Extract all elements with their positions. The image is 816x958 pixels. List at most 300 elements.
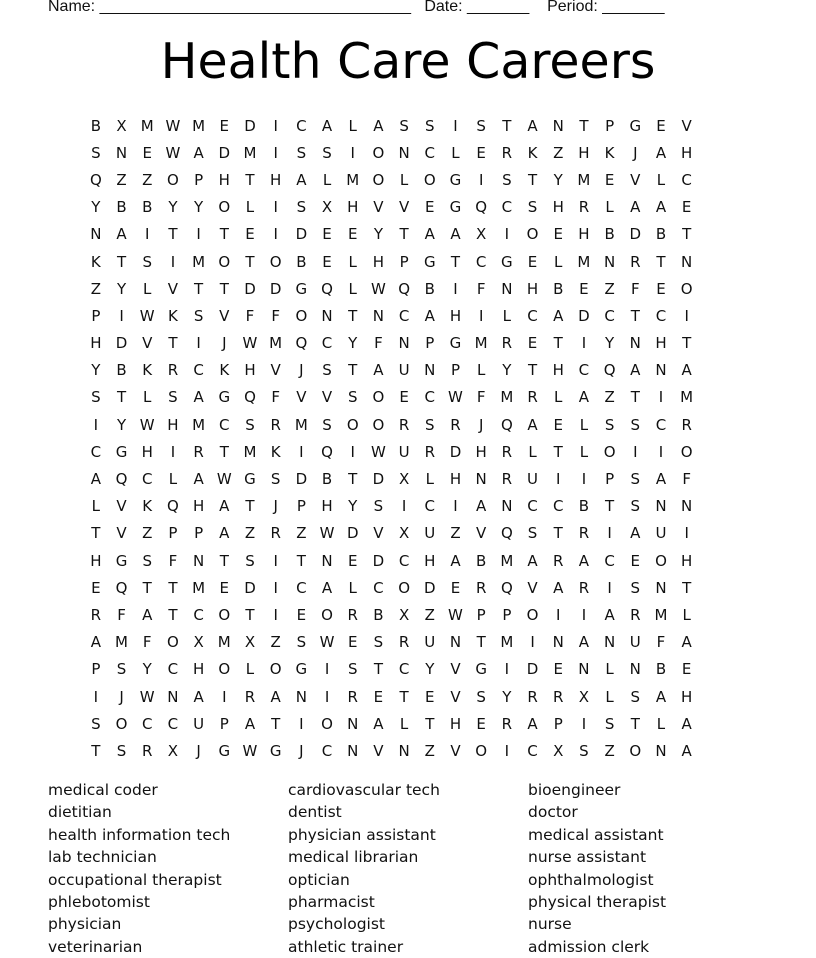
grid-letter: D [346, 524, 359, 543]
grid-letter: P [476, 605, 486, 624]
grid-letter: J [222, 334, 227, 353]
grid-letter: A [630, 361, 641, 380]
grid-letter: E [450, 578, 461, 597]
word-bank-item: dietitian [48, 803, 112, 822]
grid-letter: O [372, 388, 385, 407]
grid-letter: I [581, 714, 587, 733]
grid-letter: W [139, 415, 155, 434]
grid-letter: H [578, 143, 590, 162]
grid-letter: N [552, 633, 564, 652]
grid-letter: C [424, 143, 436, 162]
grid-letter: S [347, 388, 358, 407]
grid-letter: S [322, 143, 332, 162]
grid-letter: B [655, 660, 667, 679]
grid-letter: Z [270, 633, 281, 652]
grid-row [83, 520, 700, 547]
grid-letter: R [578, 198, 590, 217]
grid-letter: P [194, 170, 204, 189]
grid-letter: Q [603, 361, 616, 380]
grid-letter: R [501, 442, 513, 461]
grid-letter: A [193, 687, 204, 706]
grid-letter: M [243, 442, 257, 461]
grid-letter: M [500, 388, 514, 407]
grid-letter: I [273, 116, 278, 135]
grid-letter: A [527, 415, 538, 434]
grid-letter: A [578, 633, 590, 652]
grid-letter: P [605, 470, 615, 489]
grid-letter: S [630, 497, 641, 516]
grid-letter: C [321, 741, 333, 760]
grid-letter: S [527, 198, 538, 217]
grid-letter: N [578, 660, 590, 679]
grid-letter: T [116, 388, 127, 407]
grid-letter: B [476, 551, 487, 570]
grid-letter: A [578, 551, 590, 570]
grid-letter: Y [142, 660, 152, 679]
word-bank-item: lab technician [48, 848, 157, 867]
grid-letter: A [424, 225, 435, 244]
grid-letter: Z [604, 741, 615, 760]
grid-letter: M [346, 170, 360, 189]
grid-letter: C [655, 306, 667, 325]
grid-letter: L [554, 252, 563, 271]
grid-letter: A [321, 116, 333, 135]
grid-letter: I [170, 442, 176, 461]
grid-letter: E [579, 279, 589, 298]
grid-letter: L [348, 279, 357, 298]
grid-letter: D [244, 116, 256, 135]
word-bank-item: medical assistant [528, 825, 664, 844]
grid-letter: O [295, 306, 308, 325]
grid-letter: X [116, 116, 127, 135]
grid-letter: A [553, 578, 564, 597]
grid-letter: D [526, 660, 539, 679]
grid-letter: P [219, 714, 229, 733]
grid-letter: A [527, 551, 538, 570]
grid-letter: H [681, 551, 693, 570]
grid-letter: M [140, 116, 154, 135]
grid-letter: W [319, 524, 335, 543]
word-bank-item: health information tech [48, 825, 231, 844]
grid-letter: D [269, 279, 282, 298]
grid-letter: A [630, 198, 641, 217]
grid-letter: L [579, 415, 589, 434]
grid-letter: V [270, 361, 281, 380]
grid-letter: I [453, 497, 458, 516]
grid-letter: S [91, 714, 101, 733]
grid-letter: I [530, 633, 535, 652]
word-bank-item: athletic trainer [288, 937, 404, 956]
grid-letter: I [581, 334, 587, 353]
grid-letter: B [604, 225, 615, 244]
grid-letter: K [167, 306, 178, 325]
grid-letter: D [372, 470, 385, 489]
grid-letter: F [374, 334, 383, 353]
grid-letter: I [504, 225, 510, 244]
grid-letter: L [348, 578, 357, 597]
grid-row [83, 465, 700, 492]
grid-letter: C [193, 605, 204, 624]
grid-letter: H [578, 225, 590, 244]
grid-letter: Z [604, 388, 615, 407]
grid-letter: H [449, 470, 462, 489]
grid-letter: T [245, 605, 255, 624]
student-info-line: Name: ___________________________________ Date: _______ Period: _______ [48, 0, 665, 15]
grid-letter: E [373, 687, 384, 706]
word-bank-item: occupational therapist [48, 870, 222, 889]
word-bank-item: cardiovascular tech [288, 781, 440, 799]
grid-letter: E [656, 116, 666, 135]
grid-letter: N [192, 551, 205, 570]
grid-letter: L [348, 116, 357, 135]
grid-letter: F [117, 605, 126, 624]
grid-row [83, 493, 700, 520]
grid-letter: K [90, 252, 101, 271]
grid-letter: J [119, 687, 124, 706]
grid-letter: T [116, 252, 127, 271]
grid-letter: I [607, 578, 612, 597]
grid-letter: H [321, 497, 333, 516]
grid-letter: T [605, 497, 615, 516]
grid-letter: R [630, 252, 641, 271]
grid-letter: M [269, 334, 283, 353]
grid-letter: X [578, 687, 590, 706]
word-bank-item: ophthalmologist [528, 870, 654, 889]
grid-letter: F [630, 279, 640, 298]
grid-letter: O [680, 442, 693, 461]
grid-letter: C [604, 551, 615, 570]
grid-letter: B [424, 279, 435, 298]
grid-letter: S [630, 687, 641, 706]
grid-letter: L [554, 388, 563, 407]
grid-letter: F [656, 633, 666, 652]
grid-letter: I [299, 442, 304, 461]
grid-letter: O [372, 170, 385, 189]
grid-row [83, 629, 700, 656]
grid-letter: S [502, 170, 512, 189]
grid-letter: E [553, 415, 563, 434]
grid-letter: I [196, 334, 201, 353]
grid-letter: U [398, 361, 410, 380]
grid-letter: I [658, 388, 664, 407]
grid-letter: S [296, 198, 307, 217]
grid-letter: S [142, 252, 152, 271]
grid-letter: K [142, 497, 153, 516]
grid-letter: I [684, 306, 689, 325]
word-bank-item: physician assistant [288, 825, 436, 844]
grid-letter: I [324, 660, 330, 679]
grid-letter: T [219, 279, 229, 298]
word-bank-item: optician [288, 870, 350, 889]
grid-letter: Q [115, 578, 128, 597]
grid-letter: R [501, 470, 513, 489]
grid-letter: C [398, 660, 410, 679]
grid-letter: H [192, 497, 205, 516]
grid-letter: E [245, 225, 255, 244]
grid-letter: X [398, 605, 410, 624]
grid-letter: E [527, 252, 538, 271]
grid-letter: L [399, 714, 409, 733]
grid-letter: G [423, 252, 436, 271]
grid-letter: E [219, 578, 230, 597]
grid-letter: H [681, 143, 693, 162]
grid-letter: N [655, 497, 667, 516]
grid-letter: C [167, 660, 179, 679]
grid-letter: T [527, 170, 538, 189]
grid-letter: S [604, 415, 615, 434]
grid-letter: A [90, 470, 101, 489]
grid-row [83, 194, 700, 221]
grid-row [83, 601, 700, 628]
grid-letter: A [655, 687, 667, 706]
grid-letter: U [424, 524, 436, 543]
grid-letter: C [321, 334, 333, 353]
grid-letter: Q [89, 170, 102, 189]
grid-letter: A [655, 198, 667, 217]
grid-letter: P [502, 605, 512, 624]
grid-letter: Y [348, 497, 358, 516]
grid-letter: C [527, 741, 538, 760]
grid-letter: O [526, 605, 539, 624]
grid-letter: T [245, 170, 255, 189]
grid-letter: D [424, 578, 436, 597]
grid-row [83, 438, 700, 465]
grid-letter: K [604, 143, 615, 162]
grid-letter: W [165, 116, 181, 135]
grid-letter: T [553, 334, 563, 353]
grid-letter: R [527, 687, 538, 706]
word-bank-column [48, 779, 288, 958]
grid-letter: H [218, 170, 230, 189]
grid-letter: T [630, 388, 640, 407]
grid-letter: I [453, 279, 458, 298]
grid-letter: A [244, 714, 256, 733]
grid-letter: A [527, 714, 538, 733]
grid-letter: N [629, 660, 641, 679]
grid-letter: A [655, 143, 667, 162]
grid-row [83, 656, 700, 683]
grid-letter: A [681, 361, 692, 380]
grid-letter: P [91, 306, 101, 325]
grid-letter: Z [142, 170, 153, 189]
grid-letter: M [654, 605, 668, 624]
grid-letter: W [370, 442, 386, 461]
grid-letter: E [681, 660, 692, 679]
grid-letter: Q [295, 334, 308, 353]
grid-letter: H [526, 279, 539, 298]
grid-letter: X [476, 225, 487, 244]
grid-letter: T [450, 252, 461, 271]
grid-letter: U [424, 633, 436, 652]
grid-letter: C [501, 198, 513, 217]
grid-letter: G [449, 198, 462, 217]
grid-letter: U [193, 714, 205, 733]
grid-letter: N [449, 633, 462, 652]
grid-letter: O [372, 143, 385, 162]
grid-letter: Y [91, 361, 101, 380]
grid-letter: N [475, 470, 487, 489]
grid-letter: M [500, 633, 514, 652]
grid-letter: A [193, 143, 204, 162]
grid-letter: G [269, 741, 282, 760]
word-bank-item: veterinarian [48, 937, 143, 956]
grid-letter: T [579, 116, 589, 135]
grid-letter: R [142, 741, 153, 760]
grid-letter: N [655, 578, 667, 597]
grid-letter: B [296, 252, 307, 271]
grid-letter: G [501, 252, 513, 271]
grid-letter: N [398, 334, 410, 353]
grid-letter: S [116, 741, 127, 760]
grid-letter: C [655, 415, 667, 434]
grid-row [83, 357, 700, 384]
grid-letter: H [655, 334, 667, 353]
grid-letter: E [322, 225, 332, 244]
grid-letter: A [578, 388, 590, 407]
grid-letter: J [299, 741, 304, 760]
grid-letter: V [167, 279, 179, 298]
grid-letter: W [448, 388, 463, 407]
grid-letter: R [347, 605, 358, 624]
grid-letter: M [217, 633, 231, 652]
grid-letter: W [370, 279, 386, 298]
grid-letter: T [91, 524, 101, 543]
grid-letter: G [115, 442, 128, 461]
grid-letter: M [192, 578, 206, 597]
word-bank-item: physician [48, 915, 122, 934]
grid-letter: V [450, 660, 461, 679]
grid-letter: F [142, 633, 152, 652]
grid-letter: C [527, 306, 538, 325]
grid-letter: S [116, 660, 127, 679]
grid-letter: I [684, 524, 689, 543]
grid-letter: G [475, 660, 487, 679]
grid-letter: Z [142, 524, 153, 543]
grid-letter: B [578, 497, 590, 516]
grid-letter: O [526, 225, 539, 244]
grid-letter: O [398, 578, 410, 597]
grid-letter: L [425, 470, 434, 489]
grid-letter: X [244, 633, 256, 652]
grid-letter: G [115, 551, 128, 570]
grid-letter: O [218, 252, 231, 271]
grid-letter: A [296, 170, 307, 189]
grid-letter: P [553, 714, 563, 733]
grid-letter: E [219, 116, 230, 135]
grid-letter: R [398, 415, 410, 434]
grid-letter: I [170, 252, 176, 271]
grid-row [83, 737, 700, 764]
grid-letter: M [500, 551, 514, 570]
grid-letter: H [90, 551, 102, 570]
grid-letter: V [527, 578, 538, 597]
grid-letter: G [449, 334, 462, 353]
grid-letter: C [424, 497, 436, 516]
grid-letter: P [399, 252, 409, 271]
grid-letter: B [90, 116, 101, 135]
grid-letter: H [244, 361, 256, 380]
grid-letter: E [322, 252, 332, 271]
word-bank-item: medical librarian [288, 848, 419, 867]
grid-letter: Y [502, 361, 512, 380]
grid-letter: H [192, 660, 205, 679]
grid-letter: T [168, 225, 178, 244]
grid-letter: S [630, 415, 641, 434]
grid-letter: N [90, 225, 102, 244]
grid-letter: A [373, 116, 384, 135]
grid-letter: I [273, 198, 278, 217]
grid-letter: J [196, 741, 201, 760]
grid-letter: W [216, 470, 232, 489]
grid-letter: Y [425, 660, 435, 679]
grid-letter: A [604, 605, 615, 624]
grid-letter: I [273, 551, 278, 570]
grid-letter: O [167, 633, 179, 652]
grid-letter: L [476, 361, 486, 380]
grid-letter: O [655, 551, 667, 570]
grid-letter: S [630, 470, 641, 489]
page-title: Health Care Careers [160, 33, 656, 90]
grid-letter: B [373, 605, 384, 624]
grid-letter: S [630, 578, 641, 597]
grid-letter: Z [604, 279, 615, 298]
grid-letter: D [244, 578, 256, 597]
grid-letter: C [193, 361, 204, 380]
grid-letter: L [91, 497, 101, 516]
grid-letter: S [425, 116, 435, 135]
word-bank-item: nurse [528, 915, 572, 934]
grid-letter: F [168, 551, 178, 570]
grid-letter: C [296, 116, 307, 135]
grid-letter: E [476, 143, 486, 162]
grid-letter: B [553, 279, 564, 298]
grid-letter: Q [244, 388, 256, 407]
grid-letter: J [478, 415, 484, 434]
grid-letter: C [141, 714, 153, 733]
grid-letter: C [552, 497, 564, 516]
grid-letter: T [245, 497, 255, 516]
grid-letter: N [398, 143, 410, 162]
grid-letter: E [347, 551, 358, 570]
grid-letter: Z [424, 605, 435, 624]
grid-letter: I [581, 470, 587, 489]
grid-letter: Q [475, 198, 488, 217]
word-bank-item: dentist [288, 803, 342, 822]
grid-letter: J [633, 143, 638, 162]
grid-letter: R [681, 415, 692, 434]
grid-letter: A [527, 116, 538, 135]
grid-letter: C [296, 578, 307, 597]
grid-letter: Q [398, 279, 410, 298]
grid-letter: T [553, 442, 563, 461]
grid-letter: K [219, 361, 230, 380]
grid-letter: M [115, 633, 128, 652]
grid-letter: N [655, 361, 667, 380]
grid-letter: S [270, 470, 281, 489]
grid-letter: Q [321, 442, 333, 461]
grid-letter: Y [373, 225, 383, 244]
grid-letter: I [273, 605, 278, 624]
grid-letter: M [192, 252, 206, 271]
grid-letter: V [373, 524, 384, 543]
grid-letter: C [141, 470, 153, 489]
grid-letter: A [116, 225, 127, 244]
grid-letter: N [398, 741, 410, 760]
grid-letter: C [527, 497, 538, 516]
grid-letter: J [299, 361, 304, 380]
grid-letter: S [322, 415, 332, 434]
grid-letter: N [347, 714, 359, 733]
